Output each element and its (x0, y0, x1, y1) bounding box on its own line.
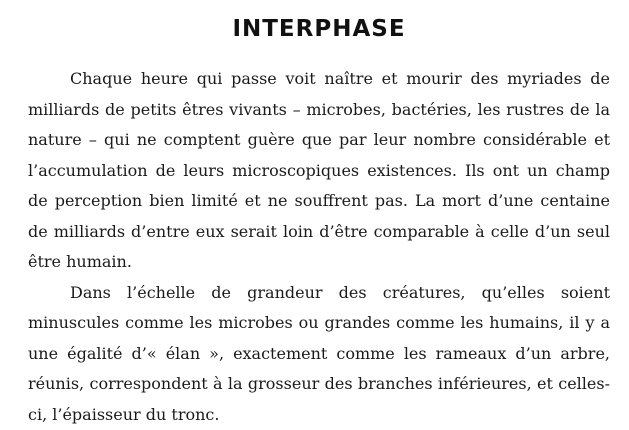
paragraph-1: Chaque heure qui passe voit naître et mourir des myriades de milliards de petits êtres vivants – microbes, bactéries, les rustres de la nature – qui ne comptent guère que par leur nombre considérable et l’accumulation de leurs microscopiques existences. Ils ont un champ de perception bien limité et ne souffrent pas. La mort d’une centaine de milliards d’entre eux serait loin d’être comparable à celle d’un seul être humain. (28, 64, 610, 278)
paragraph-2: Dans l’échelle de grandeur des créatures, qu’elles soient minuscules comme les microbes ou grandes comme les humains, il y a une égalité d’« élan », exactement comme les rameaux d’un arbre, réunis, correspondent à la grosseur des branches inférieures, et celles-ci, l’épaisseur du tronc. (28, 278, 610, 430)
page-title: INTERPHASE (28, 11, 610, 47)
document-page (28, 0, 610, 419)
body-text (28, 64, 610, 430)
